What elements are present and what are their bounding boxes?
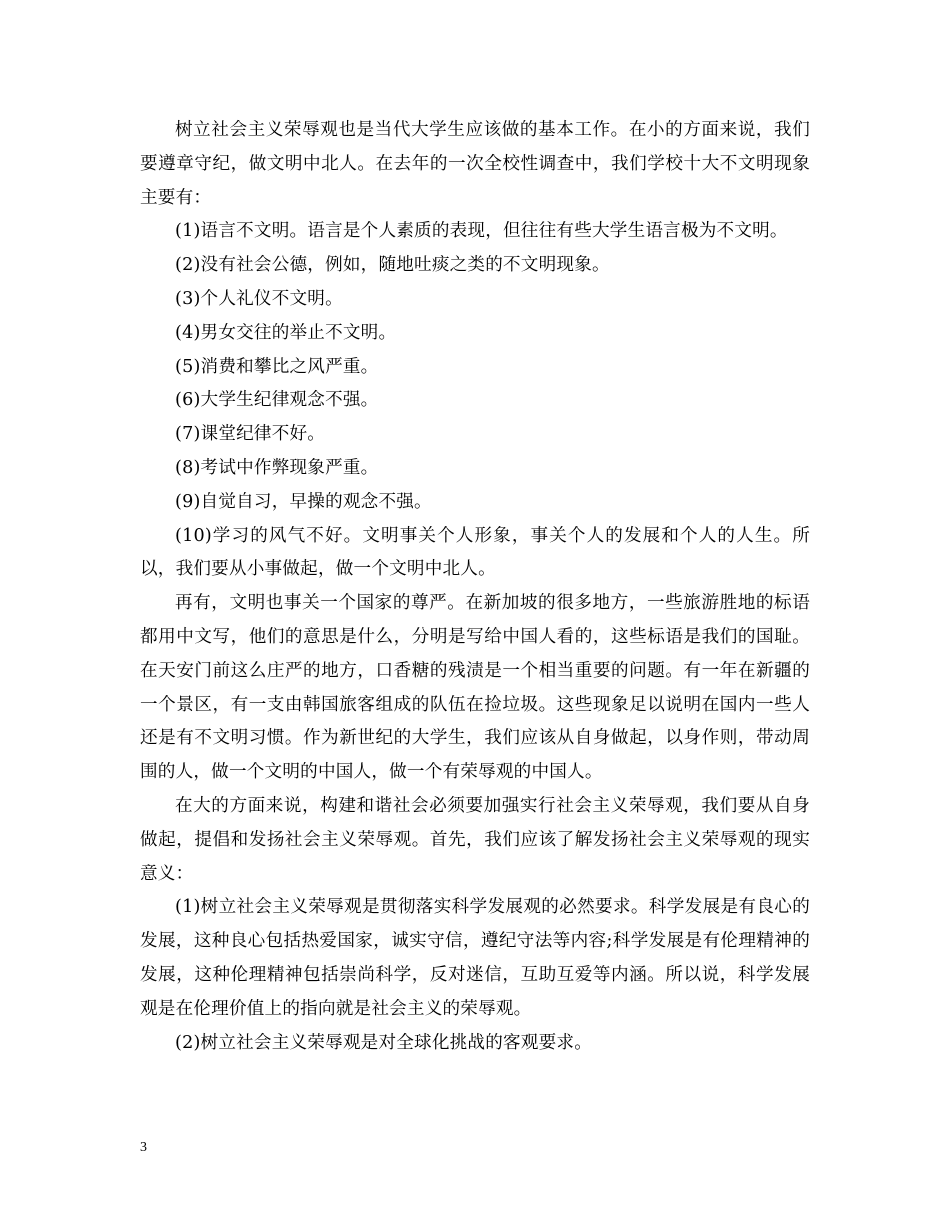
paragraph-harmonious-society: 在大的方面来说，构建和谐社会必须要加强实行社会主义荣辱观，我们要从自身做起，提倡和发扬社会主义荣辱观。首先，我们应该了解发扬社会主义荣辱观的现实意义： [140, 795, 810, 884]
list-item: (3)个人礼仪不文明。 [175, 288, 343, 309]
document-body [140, 114, 810, 1060]
list-item: (1)语言不文明。语言是个人素质的表现，但往往有些大学生语言极为不文明。 [175, 221, 788, 242]
list-item: (1)树立社会主义荣辱观是贯彻落实科学发展观的必然要求。科学发展是有良心的发展，这种良心包括热爱国家，诚实守信，遵纪守法等内容;科学发展是有伦理精神的发展，这种伦理精神包括崇尚科学，反对迷信，互助互爱等内涵。所以说，科学发展观是在伦理价值上的指向就是社会主义的荣辱观。 [140, 897, 810, 1019]
page-number: 3 [140, 1140, 147, 1155]
list-item: (8)考试中作弊现象严重。 [175, 457, 379, 478]
list-item: (7)课堂纪律不好。 [175, 424, 326, 445]
list-item: (9)自觉自习，早操的观念不强。 [175, 491, 432, 512]
list-item: (4)男女交往的举止不文明。 [175, 322, 397, 343]
paragraph-national-dignity: 再有，文明也事关一个国家的尊严。在新加坡的很多地方，一些旅游胜地的标语都用中文写，他们的意思是什么，分明是写给中国人看的，这些标语是我们的国耻。在天安门前这么庄严的地方，口香糖的残渍是一个相当重要的问题。有一年在新疆的一个景区，有一支由韩国旅客组成的队伍在捡垃圾。这些现象足以说明在国内一些人还是有不文明习惯。作为新世纪的大学生，我们应该从自身做起，以身作则，带动周围的人，做一个文明的中国人，做一个有荣辱观的中国人。 [140, 593, 810, 783]
list-item: (2)没有社会公德，例如，随地吐痰之类的不文明现象。 [175, 255, 610, 276]
list-item: (2)树立社会主义荣辱观是对全球化挑战的客观要求。 [175, 1032, 592, 1053]
list-item: (5)消费和攀比之风严重。 [175, 356, 379, 377]
list-item: (10)学习的风气不好。文明事关个人形象，事关个人的发展和个人的人生。所以，我们要从小事做起，做一个文明中北人。 [140, 525, 810, 580]
paragraph-intro: 树立社会主义荣辱观也是当代大学生应该做的基本工作。在小的方面来说，我们要遵章守纪，做文明中北人。在去年的一次全校性调查中，我们学校十大不文明现象主要有： [140, 120, 810, 208]
list-item: (6)大学生纪律观念不强。 [175, 390, 379, 411]
